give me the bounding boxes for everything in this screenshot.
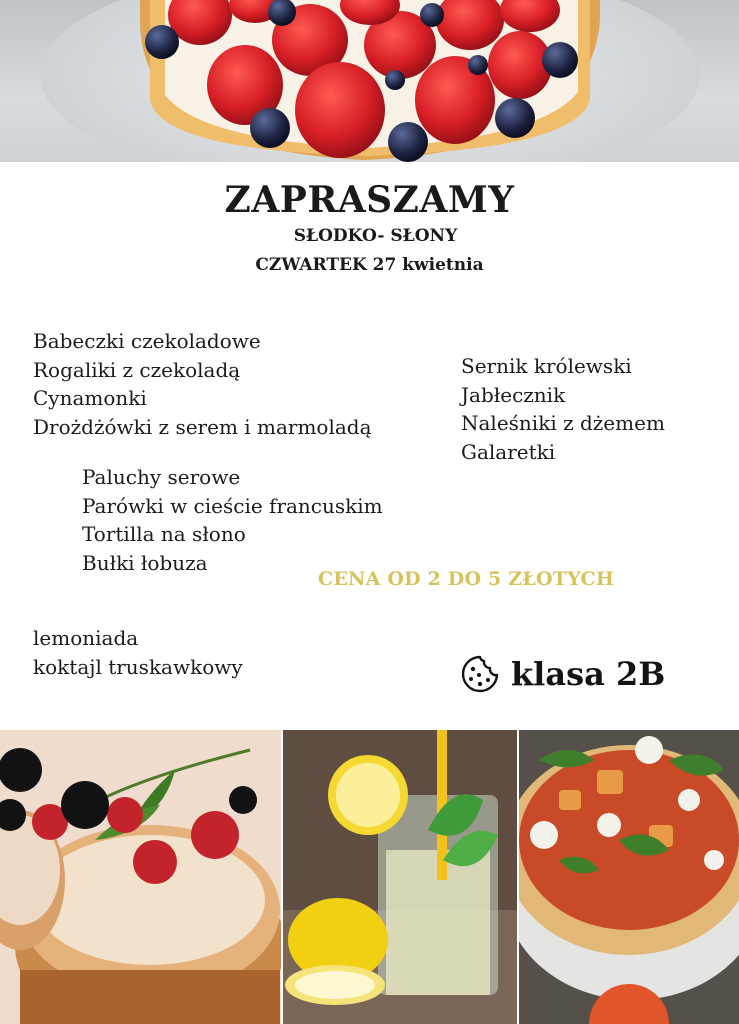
list-item: Rogaliki z czekoladą xyxy=(33,357,241,382)
cookie-icon xyxy=(460,654,500,694)
lemonade-illustration xyxy=(283,730,517,1024)
list-item: Bułki łobuza xyxy=(82,550,208,575)
sweet-list-left xyxy=(33,327,372,441)
lemonade-photo xyxy=(283,730,517,1024)
tart-photo xyxy=(0,0,739,162)
pizza-illustration xyxy=(519,730,739,1024)
list-item: Paluchy serowe xyxy=(82,465,241,489)
price-text: CENA OD 2 DO 5 ZŁOTYCH xyxy=(318,568,615,590)
page-title: ZAPRASZAMY xyxy=(224,179,515,221)
list-item: Jabłecznik xyxy=(461,382,566,407)
list-item: Cynamonki xyxy=(33,386,147,410)
list-item: Drożdżówki z serem i marmoladą xyxy=(33,414,372,439)
header xyxy=(0,178,739,280)
pizza-photo xyxy=(519,730,739,1024)
list-item: Galaretki xyxy=(461,439,556,464)
class-tag xyxy=(460,654,665,694)
class-label: klasa 2B xyxy=(511,655,666,693)
list-item: Parówki w cieście francuskim xyxy=(82,493,383,518)
sweet-list-right xyxy=(461,352,665,466)
photo-strip xyxy=(0,730,739,1024)
list-item: Tortilla na słono xyxy=(82,522,246,546)
list-item: lemoniada xyxy=(33,626,139,650)
drinks-list xyxy=(33,624,243,681)
tart-illustration xyxy=(0,0,739,162)
list-item: Sernik królewski xyxy=(461,354,632,378)
salty-list xyxy=(82,463,383,577)
muffin-illustration xyxy=(0,730,281,1024)
list-item: Babeczki czekoladowe xyxy=(33,329,261,353)
event-date: CZWARTEK 27 kwietnia xyxy=(255,255,484,275)
list-item: Naleśniki z dżemem xyxy=(461,411,665,435)
muffin-photo xyxy=(0,730,281,1024)
page-subtitle: SŁODKO- SŁONY xyxy=(293,226,458,246)
list-item: koktajl truskawkowy xyxy=(33,654,243,679)
